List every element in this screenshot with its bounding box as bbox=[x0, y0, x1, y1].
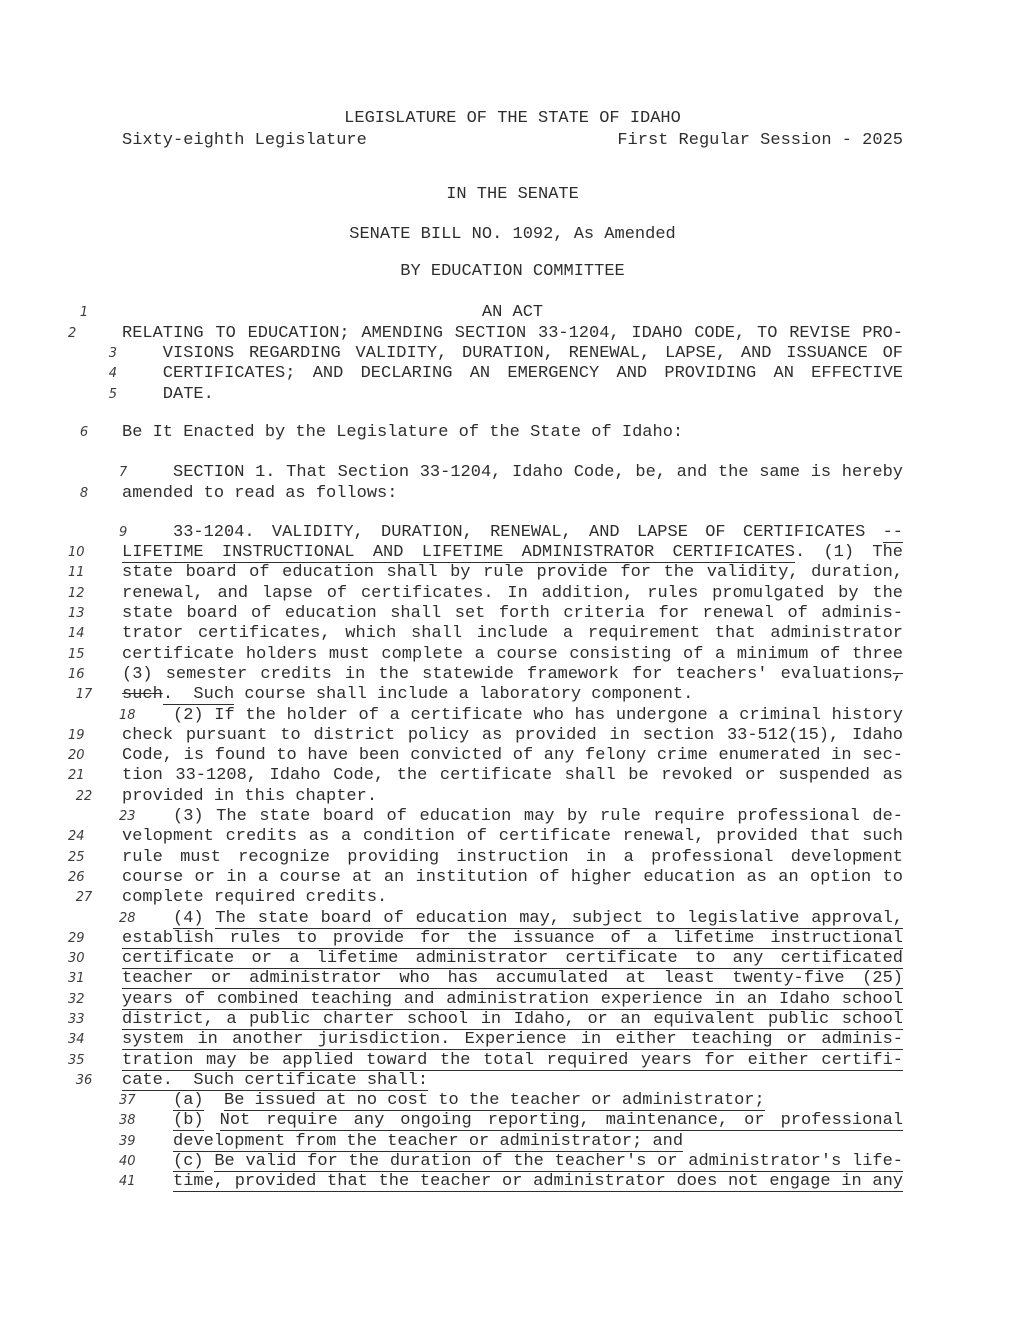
line-number: 9 bbox=[119, 524, 128, 540]
text-run: complete required credits. bbox=[122, 888, 388, 908]
inserted-text: years of combined teaching and administration experience in an Idaho school bbox=[122, 989, 903, 1009]
bill-line bbox=[68, 543, 903, 563]
text-run: provided in this chapter. bbox=[122, 786, 378, 806]
line-number: 30 bbox=[68, 951, 85, 967]
line-number: 1 bbox=[79, 305, 89, 321]
text-run: certificate holders must complete a course consisting of a minimum of three bbox=[122, 644, 903, 664]
bill-line bbox=[68, 969, 903, 989]
line-number: 12 bbox=[68, 585, 85, 601]
inserted-text: teacher or administrator who has accumulated at least twenty-five (25) bbox=[122, 969, 903, 989]
line-number: 7 bbox=[119, 465, 128, 481]
bill-line bbox=[108, 364, 903, 384]
bill-number-heading: SENATE BILL NO. 1092, As Amended bbox=[349, 224, 676, 244]
line-number: 5 bbox=[108, 386, 118, 402]
bill-line bbox=[68, 604, 903, 624]
line-number: 34 bbox=[68, 1032, 85, 1048]
session-row bbox=[122, 131, 903, 151]
line-number: 25 bbox=[68, 849, 85, 865]
bill-line bbox=[75, 685, 903, 705]
bill-line bbox=[79, 422, 903, 443]
bill-line bbox=[75, 888, 903, 908]
bill-line bbox=[79, 483, 903, 504]
struck-text: , bbox=[892, 664, 903, 684]
text-run: 33-1204. VALIDITY, DURATION, RENEWAL, AND LAPSE OF CERTIFICATES bbox=[173, 522, 883, 542]
text-run: check pursuant to district policy as provided in section 33-512(15), Idaho bbox=[122, 725, 903, 745]
inserted-text: cate. Such certificate shall: bbox=[122, 1070, 429, 1090]
bill-line bbox=[68, 563, 903, 583]
bill-line bbox=[68, 1009, 903, 1030]
bill-line bbox=[119, 463, 903, 483]
legislature-title: LEGISLATURE OF THE STATE OF IDAHO bbox=[344, 109, 681, 128]
line-number: 6 bbox=[79, 424, 89, 440]
bill-line bbox=[119, 1091, 903, 1111]
line-number: 2 bbox=[68, 325, 77, 341]
line-number: 16 bbox=[68, 666, 85, 682]
inserted-text: (a) bbox=[173, 1091, 204, 1111]
text-run: velopment credits as a condition of certificate renewal, provided that such bbox=[122, 827, 903, 847]
text-run: SECTION 1. That Section 33-1204, Idaho Code, be, and the same is hereby bbox=[173, 463, 903, 483]
line-number: 20 bbox=[68, 748, 85, 764]
line-number: 37 bbox=[119, 1093, 136, 1109]
line-number: 19 bbox=[68, 727, 85, 743]
bill-line bbox=[68, 989, 903, 1010]
line-number: 29 bbox=[68, 930, 85, 946]
bill-line bbox=[68, 766, 903, 786]
text-run: trator certificates, which shall include a requirement that administrator bbox=[122, 624, 903, 644]
inserted-text: development from the teacher or administrator; and bbox=[173, 1131, 684, 1151]
bill-line bbox=[119, 1111, 903, 1131]
chamber-heading: IN THE SENATE bbox=[446, 184, 579, 204]
line-number: 23 bbox=[119, 809, 136, 825]
bill-line bbox=[119, 908, 904, 929]
bill-line bbox=[108, 384, 903, 405]
text-run bbox=[204, 1091, 224, 1110]
text-run: (2) If the holder of a certificate who has undergone a criminal history bbox=[173, 705, 903, 725]
line-number: 27 bbox=[75, 890, 93, 906]
line-number: 40 bbox=[119, 1154, 136, 1170]
inserted-text: (c) bbox=[173, 1152, 204, 1172]
inserted-text: district, a public charter school in Idaho, or an equivalent public school bbox=[122, 1009, 903, 1029]
text-run: . (1) The bbox=[794, 543, 903, 563]
text-run: course or in a course at an institution of higher education as an option to bbox=[122, 867, 903, 887]
text-run bbox=[204, 909, 216, 928]
bill-line bbox=[68, 323, 903, 344]
inserted-text: system in another jurisdiction. Experience in either teaching or adminis- bbox=[122, 1030, 903, 1050]
bill-line bbox=[68, 583, 903, 604]
bill-line bbox=[79, 303, 903, 323]
bill-document bbox=[68, 0, 904, 1193]
line-number: 18 bbox=[119, 707, 136, 723]
line-number: 8 bbox=[79, 485, 89, 501]
committee-heading: BY EDUCATION COMMITTEE bbox=[400, 262, 625, 282]
line-number: 22 bbox=[75, 788, 93, 804]
bill-line bbox=[119, 522, 903, 543]
inserted-text: Be issued at no cost to the teacher or administrator; bbox=[224, 1091, 765, 1111]
text-run: rule must recognize providing instruction in a professional development bbox=[122, 847, 903, 867]
line-number: 15 bbox=[68, 646, 85, 662]
line-number: 38 bbox=[119, 1113, 136, 1129]
text-run: Be It Enacted by the Legislature of the State of Idaho: bbox=[122, 422, 684, 442]
line-number: 36 bbox=[75, 1072, 93, 1088]
line-number: 32 bbox=[68, 991, 85, 1007]
struck-text: such bbox=[122, 685, 163, 705]
bill-line bbox=[119, 1152, 903, 1172]
inserted-text: LIFETIME INSTRUCTIONAL AND LIFETIME ADMINISTRATOR CERTIFICATES bbox=[122, 543, 795, 563]
text-run: amended to read as follows: bbox=[122, 483, 398, 503]
inserted-text: time, provided that the teacher or administrator does not engage in any bbox=[173, 1172, 903, 1192]
bill-line bbox=[68, 624, 903, 644]
inserted-text: (4) bbox=[173, 908, 204, 928]
line-number: 21 bbox=[68, 768, 85, 784]
inserted-text: tration may be applied toward the total required years for either certifi- bbox=[122, 1050, 903, 1070]
text-run bbox=[204, 1152, 215, 1171]
line-number: 4 bbox=[108, 366, 118, 382]
bill-line bbox=[75, 1070, 903, 1091]
bill-line bbox=[68, 664, 903, 685]
bill-line bbox=[68, 867, 903, 888]
line-number: 13 bbox=[68, 606, 85, 622]
bill-line bbox=[119, 807, 903, 827]
line-number: 11 bbox=[68, 565, 85, 581]
bill-line bbox=[75, 786, 903, 807]
bill-line bbox=[68, 725, 903, 746]
bill-line bbox=[108, 344, 903, 364]
line-number: 33 bbox=[68, 1011, 85, 1027]
bill-line bbox=[68, 949, 903, 969]
bill-line bbox=[68, 928, 903, 949]
inserted-text: (b) bbox=[173, 1111, 204, 1131]
bill-line bbox=[119, 705, 903, 726]
line-number: 14 bbox=[68, 626, 85, 642]
bill-line bbox=[119, 1172, 903, 1192]
text-run: RELATING TO EDUCATION; AMENDING SECTION 33-1204, IDAHO CODE, TO REVISE PRO- bbox=[122, 323, 903, 343]
text-run: CERTIFICATES; AND DECLARING AN EMERGENCY AND PROVIDING AN EFFECTIVE bbox=[162, 364, 903, 384]
line-number: 24 bbox=[68, 829, 85, 845]
text-run: state board of education shall by rule provide for the validity, duration, bbox=[122, 563, 903, 583]
bill-line bbox=[68, 1050, 903, 1071]
bill-line bbox=[68, 827, 903, 847]
line-number: 28 bbox=[119, 910, 136, 926]
line-number: 39 bbox=[119, 1133, 136, 1149]
line-number: 41 bbox=[119, 1174, 136, 1190]
inserted-text: certificate or a lifetime administrator certificate to any certificated bbox=[122, 949, 903, 969]
text-run: course shall include a laboratory component. bbox=[234, 685, 694, 705]
line-number: 10 bbox=[68, 545, 85, 561]
inserted-text: . Such bbox=[162, 685, 235, 705]
inserted-text: Be valid for the duration of the teacher's or administrator's life- bbox=[214, 1152, 903, 1172]
line-number: 35 bbox=[68, 1052, 85, 1068]
inserted-text: The state board of education may, subject to legislative approval, bbox=[215, 908, 904, 928]
text-run: DATE. bbox=[162, 384, 214, 404]
legislature-session-label: Sixty-eighth Legislature bbox=[122, 131, 367, 151]
text-run: AN ACT bbox=[481, 303, 544, 323]
text-run: renewal, and lapse of certificates. In addition, rules promulgated by the bbox=[122, 583, 903, 603]
text-run: state board of education shall set forth criteria for renewal of adminis- bbox=[122, 604, 903, 624]
line-number: 17 bbox=[75, 687, 93, 703]
session-year-label: First Regular Session - 2025 bbox=[617, 131, 903, 151]
text-run: VISIONS REGARDING VALIDITY, DURATION, RENEWAL, LAPSE, AND ISSUANCE OF bbox=[162, 344, 903, 364]
bill-line bbox=[68, 847, 903, 868]
line-number: 3 bbox=[108, 346, 118, 362]
line-number: 26 bbox=[68, 869, 85, 885]
bill-line bbox=[68, 644, 903, 665]
bill-lines bbox=[68, 303, 904, 1192]
text-run: (3) semester credits in the statewide framework for teachers' evaluations bbox=[122, 664, 893, 684]
bill-line bbox=[119, 1131, 903, 1152]
bill-line bbox=[68, 1030, 903, 1050]
text-run: Code, is found to have been convicted of any felony crime enumerated in sec- bbox=[122, 746, 903, 766]
inserted-text: Not require any ongoing reporting, maintenance, or professional bbox=[219, 1111, 903, 1131]
inserted-text: establish rules to provide for the issuance of a lifetime instructional bbox=[122, 928, 903, 948]
text-run: tion 33-1208, Idaho Code, the certificate shall be revoked or suspended as bbox=[122, 766, 903, 786]
inserted-text: -- bbox=[882, 522, 903, 542]
text-run: (3) The state board of education may by rule require professional de- bbox=[173, 807, 903, 827]
text-run bbox=[204, 1111, 220, 1130]
bill-line bbox=[68, 746, 903, 766]
line-number: 31 bbox=[68, 971, 85, 987]
